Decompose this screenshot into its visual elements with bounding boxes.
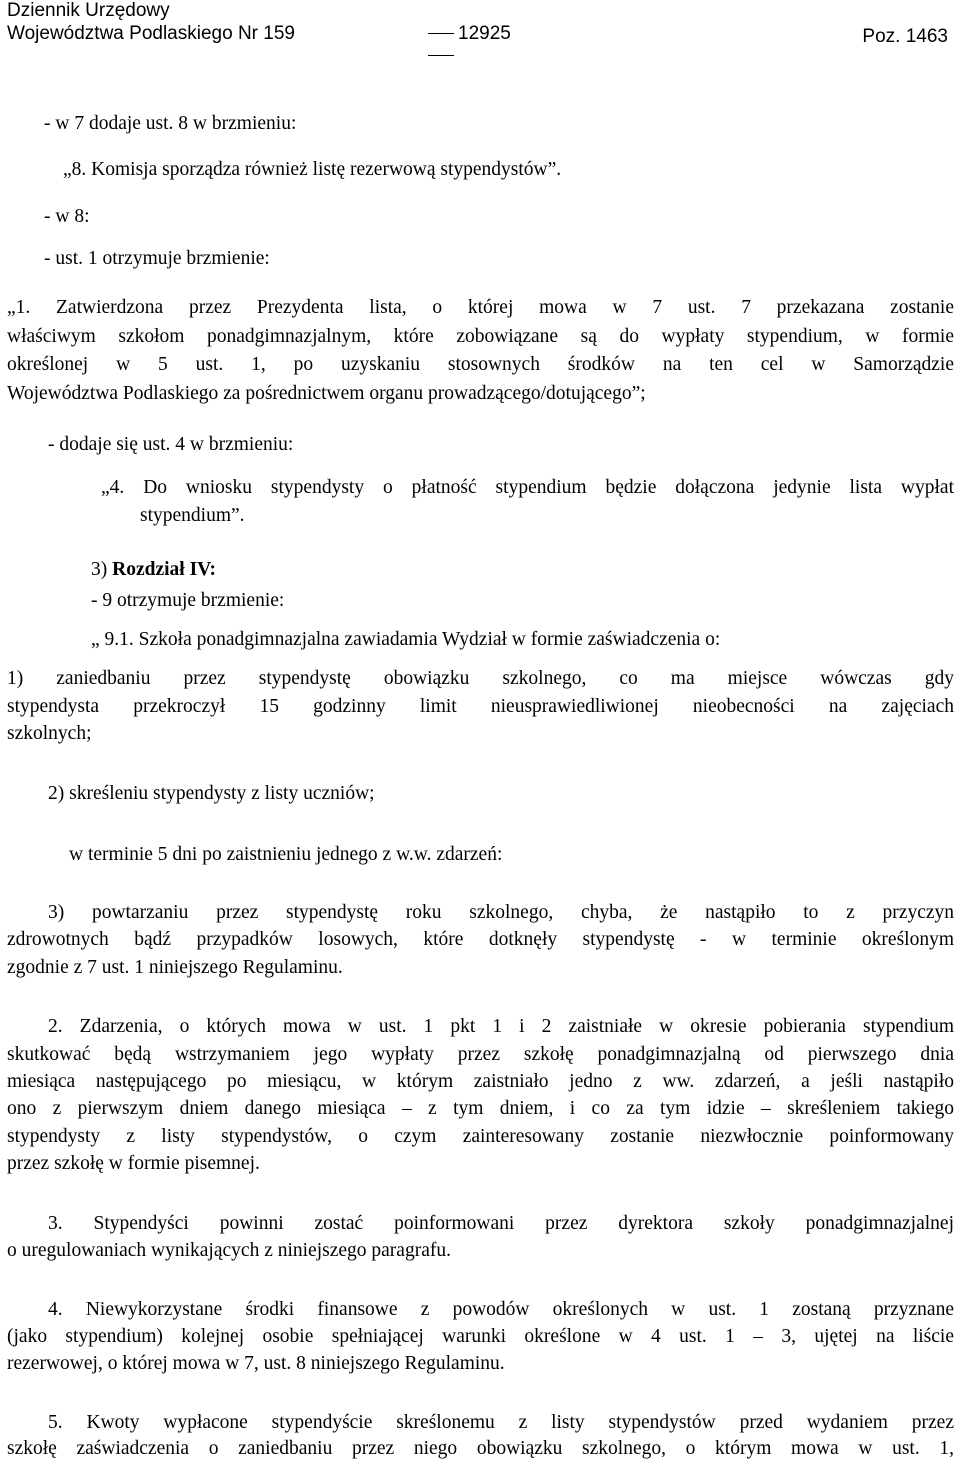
chapter-title: Rozdział IV: (112, 559, 216, 580)
paragraph-line: o uregulowaniach wynikających z niniejszego paragrafu. (7, 1240, 451, 1261)
paragraph-line: w terminie 5 dni po zaistnieniu jednego z w.w. zdarzeń: (69, 844, 503, 865)
position-label: Poz. 1463 (862, 26, 948, 47)
paragraph-line: przez szkołę w formie pisemnej. (7, 1153, 260, 1174)
dash-right-divider (428, 55, 454, 56)
list-item-line: zgodnie z 7 ust. 1 niniejszego Regulaminu. (7, 957, 343, 978)
paragraph-line: 2. Zdarzenia, o których mowa w ust. 1 pkt 1 i 2 zaistniałe w okresie pobierania stypendium (48, 1016, 954, 1037)
paragraph-line: miesiąca następującego po miesiącu, w którym zaistniało jedno z ww. zdarzeń, a jeśli nastąpiło (7, 1071, 954, 1092)
list-item-line: zdrowotnych bądź przypadków losowych, które dotknęły stypendystę - w terminie określonym (7, 929, 954, 950)
paragraph-line: stypendium”. (140, 505, 245, 526)
paragraph-line: 5. Kwoty wypłacone stypendyście skreślonemu z listy stypendystów przed wydaniem przez (48, 1412, 954, 1433)
paragraph-line: Województwa Podlaskiego za pośrednictwem organu prowadzącego/dotującego”; (7, 383, 646, 404)
publication-title: Dziennik Urzędowy (7, 0, 170, 21)
paragraph-line: ono z pierwszym dniem danego miesiąca – z tym dniem, i co za tym idzie – skreśleniem takiego (7, 1098, 954, 1119)
paragraph-line: rezerwowej, o której mowa w 7, ust. 8 niniejszego Regulaminu. (7, 1353, 505, 1374)
page-number-value: 12925 (458, 23, 511, 44)
chapter-number: 3) (91, 559, 113, 580)
list-item: 2) skreśleniu stypendysty z listy uczniów; (48, 783, 375, 804)
paragraph-line: właściwym szkołom ponadgimnazjalnym, które zobowiązane są do wypłaty stypendium, w formie (7, 326, 954, 347)
paragraph-line: „1. Zatwierdzona przez Prezydenta lista, o której mowa w 7 ust. 7 przekazana zostanie (7, 297, 954, 318)
page-number (428, 23, 538, 45)
amendment-line: - 9 otrzymuje brzmienie: (91, 590, 285, 611)
amendment-line: - w 7 dodaje ust. 8 w brzmieniu: (44, 113, 297, 134)
list-item-line: 1) zaniedbaniu przez stypendystę obowiązku szkolnego, co ma miejsce wówczas gdy (7, 668, 954, 689)
publication-subtitle: Województwa Podlaskiego Nr 159 (7, 23, 295, 44)
list-item-line: stypendysta przekroczył 15 godzinny limit nieusprawiedliwionej nieobecności na zajęciach (7, 696, 954, 717)
paragraph-line: skutkować będą wstrzymaniem jego wypłaty przez szkołę ponadgimnazjalną od pierwszego dnia (7, 1044, 954, 1065)
amendment-line: - w 8: (44, 206, 90, 227)
quoted-provision: „8. Komisja sporządza również listę rezerwową stypendystów”. (63, 159, 562, 180)
amendment-line: - ust. 1 otrzymuje brzmienie: (44, 248, 270, 269)
list-item-line: szkolnych; (7, 723, 92, 744)
dash-left-divider (428, 33, 454, 34)
list-item-line: 3) powtarzaniu przez stypendystę roku szkolnego, chyba, że nastąpiło to z przyczyn (48, 902, 954, 923)
chapter-heading (91, 558, 216, 582)
paragraph-line: stypendysty z listy stypendystów, o czym zainteresowany zostanie niezwłocznie poinformowany (7, 1126, 954, 1147)
paragraph-line: (jako stypendium) kolejnej osobie spełniającej warunki określone w 4 ust. 1 – 3, ujętej na liście (7, 1326, 954, 1347)
paragraph-line: szkołę zaświadczenia o zaniedbaniu przez niego obowiązku szkolnego, o którym mowa w ust. 1, (7, 1438, 954, 1459)
paragraph-line: określonej w 5 ust. 1, po uzyskaniu stosownych środków na ten cel w Samorządzie (7, 354, 954, 375)
paragraph-line: 4. Niewykorzystane środki finansowe z powodów określonych w ust. 1 zostaną przyznane (48, 1299, 954, 1320)
paragraph-line: 3. Stypendyści powinni zostać poinformowani przez dyrektora szkoły ponadgimnazjalnej (48, 1213, 954, 1234)
paragraph-line: „ 9.1. Szkoła ponadgimnazjalna zawiadamia Wydział w formie zaświadczenia o: (91, 629, 721, 650)
amendment-line: - dodaje się ust. 4 w brzmieniu: (48, 434, 294, 455)
paragraph-line: „4. Do wniosku stypendysty o płatność stypendium będzie dołączona jedynie lista wypłat (101, 477, 954, 498)
